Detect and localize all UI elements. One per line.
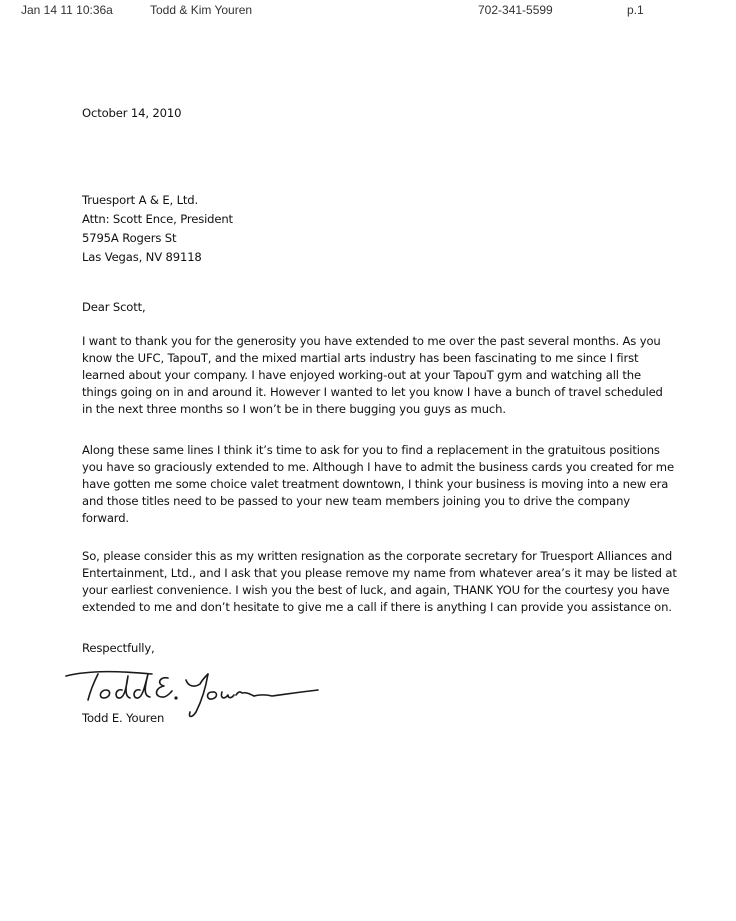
- paragraph-line: have gotten me some choice valet treatment downtown, I think your business is moving into a new era: [82, 477, 669, 492]
- paragraph-line: extended to me and don’t hesitate to give me a call if there is anything I can provide you assistance on.: [82, 600, 672, 615]
- recipient-address: [82, 191, 233, 267]
- paragraph-line: things going on in and around it. However I wanted to let you know I have a bunch of travel scheduled: [82, 385, 663, 400]
- fax-page-number: p.1: [627, 3, 644, 17]
- paragraph-line: So, please consider this as my written resignation as the corporate secretary for Truesport Alliances and: [82, 549, 673, 563]
- fax-timestamp: Jan 14 11 10:36a: [21, 3, 113, 17]
- fax-sender: Todd & Kim Youren: [150, 3, 253, 17]
- paragraph-line: your earliest convenience. I wish you the best of luck, and again, THANK YOU for the courtesy you have: [82, 583, 670, 598]
- paragraph-line: I want to thank you for the generosity you have extended to me over the past several months. As you: [82, 334, 661, 348]
- paragraph-line: in the next three months so I won’t be in there bugging you guys as much.: [82, 402, 506, 417]
- paragraph-line: Along these same lines I think it’s time to ask for you to find a replacement in the gratuitous positions: [82, 443, 660, 457]
- fax-phone: 702-341-5599: [478, 3, 553, 17]
- paragraph-line: and those titles need to be passed to your new team members joining you to drive the company: [82, 494, 630, 509]
- paragraph-line: Entertainment, Ltd., and I ask that you please remove my name from whatever area’s it may be listed at: [82, 566, 677, 581]
- paragraph-line: you have so graciously extended to me. Although I have to admit the business cards you created for me: [82, 460, 674, 475]
- closing: Respectfully,: [82, 641, 155, 655]
- paragraph: [82, 442, 672, 527]
- salutation: Dear Scott,: [82, 300, 146, 314]
- paragraph: [82, 333, 672, 418]
- fax-header: [0, 3, 736, 19]
- address-line: Las Vegas, NV 89118: [82, 250, 202, 264]
- address-line: Truesport A & E, Ltd.: [82, 193, 199, 207]
- signer-name: Todd E. Youren: [82, 711, 165, 725]
- paragraph: [82, 548, 677, 616]
- letter-date: October 14, 2010: [82, 106, 182, 120]
- paragraph-line: forward.: [82, 511, 129, 526]
- address-line: 5795A Rogers St: [82, 231, 177, 245]
- paragraph-line: learned about your company. I have enjoyed working-out at your TapouT gym and watching all the: [82, 368, 641, 383]
- address-line: Attn: Scott Ence, President: [82, 212, 233, 226]
- paragraph-line: know the UFC, TapouT, and the mixed martial arts industry has been fascinating to me since I first: [82, 351, 639, 366]
